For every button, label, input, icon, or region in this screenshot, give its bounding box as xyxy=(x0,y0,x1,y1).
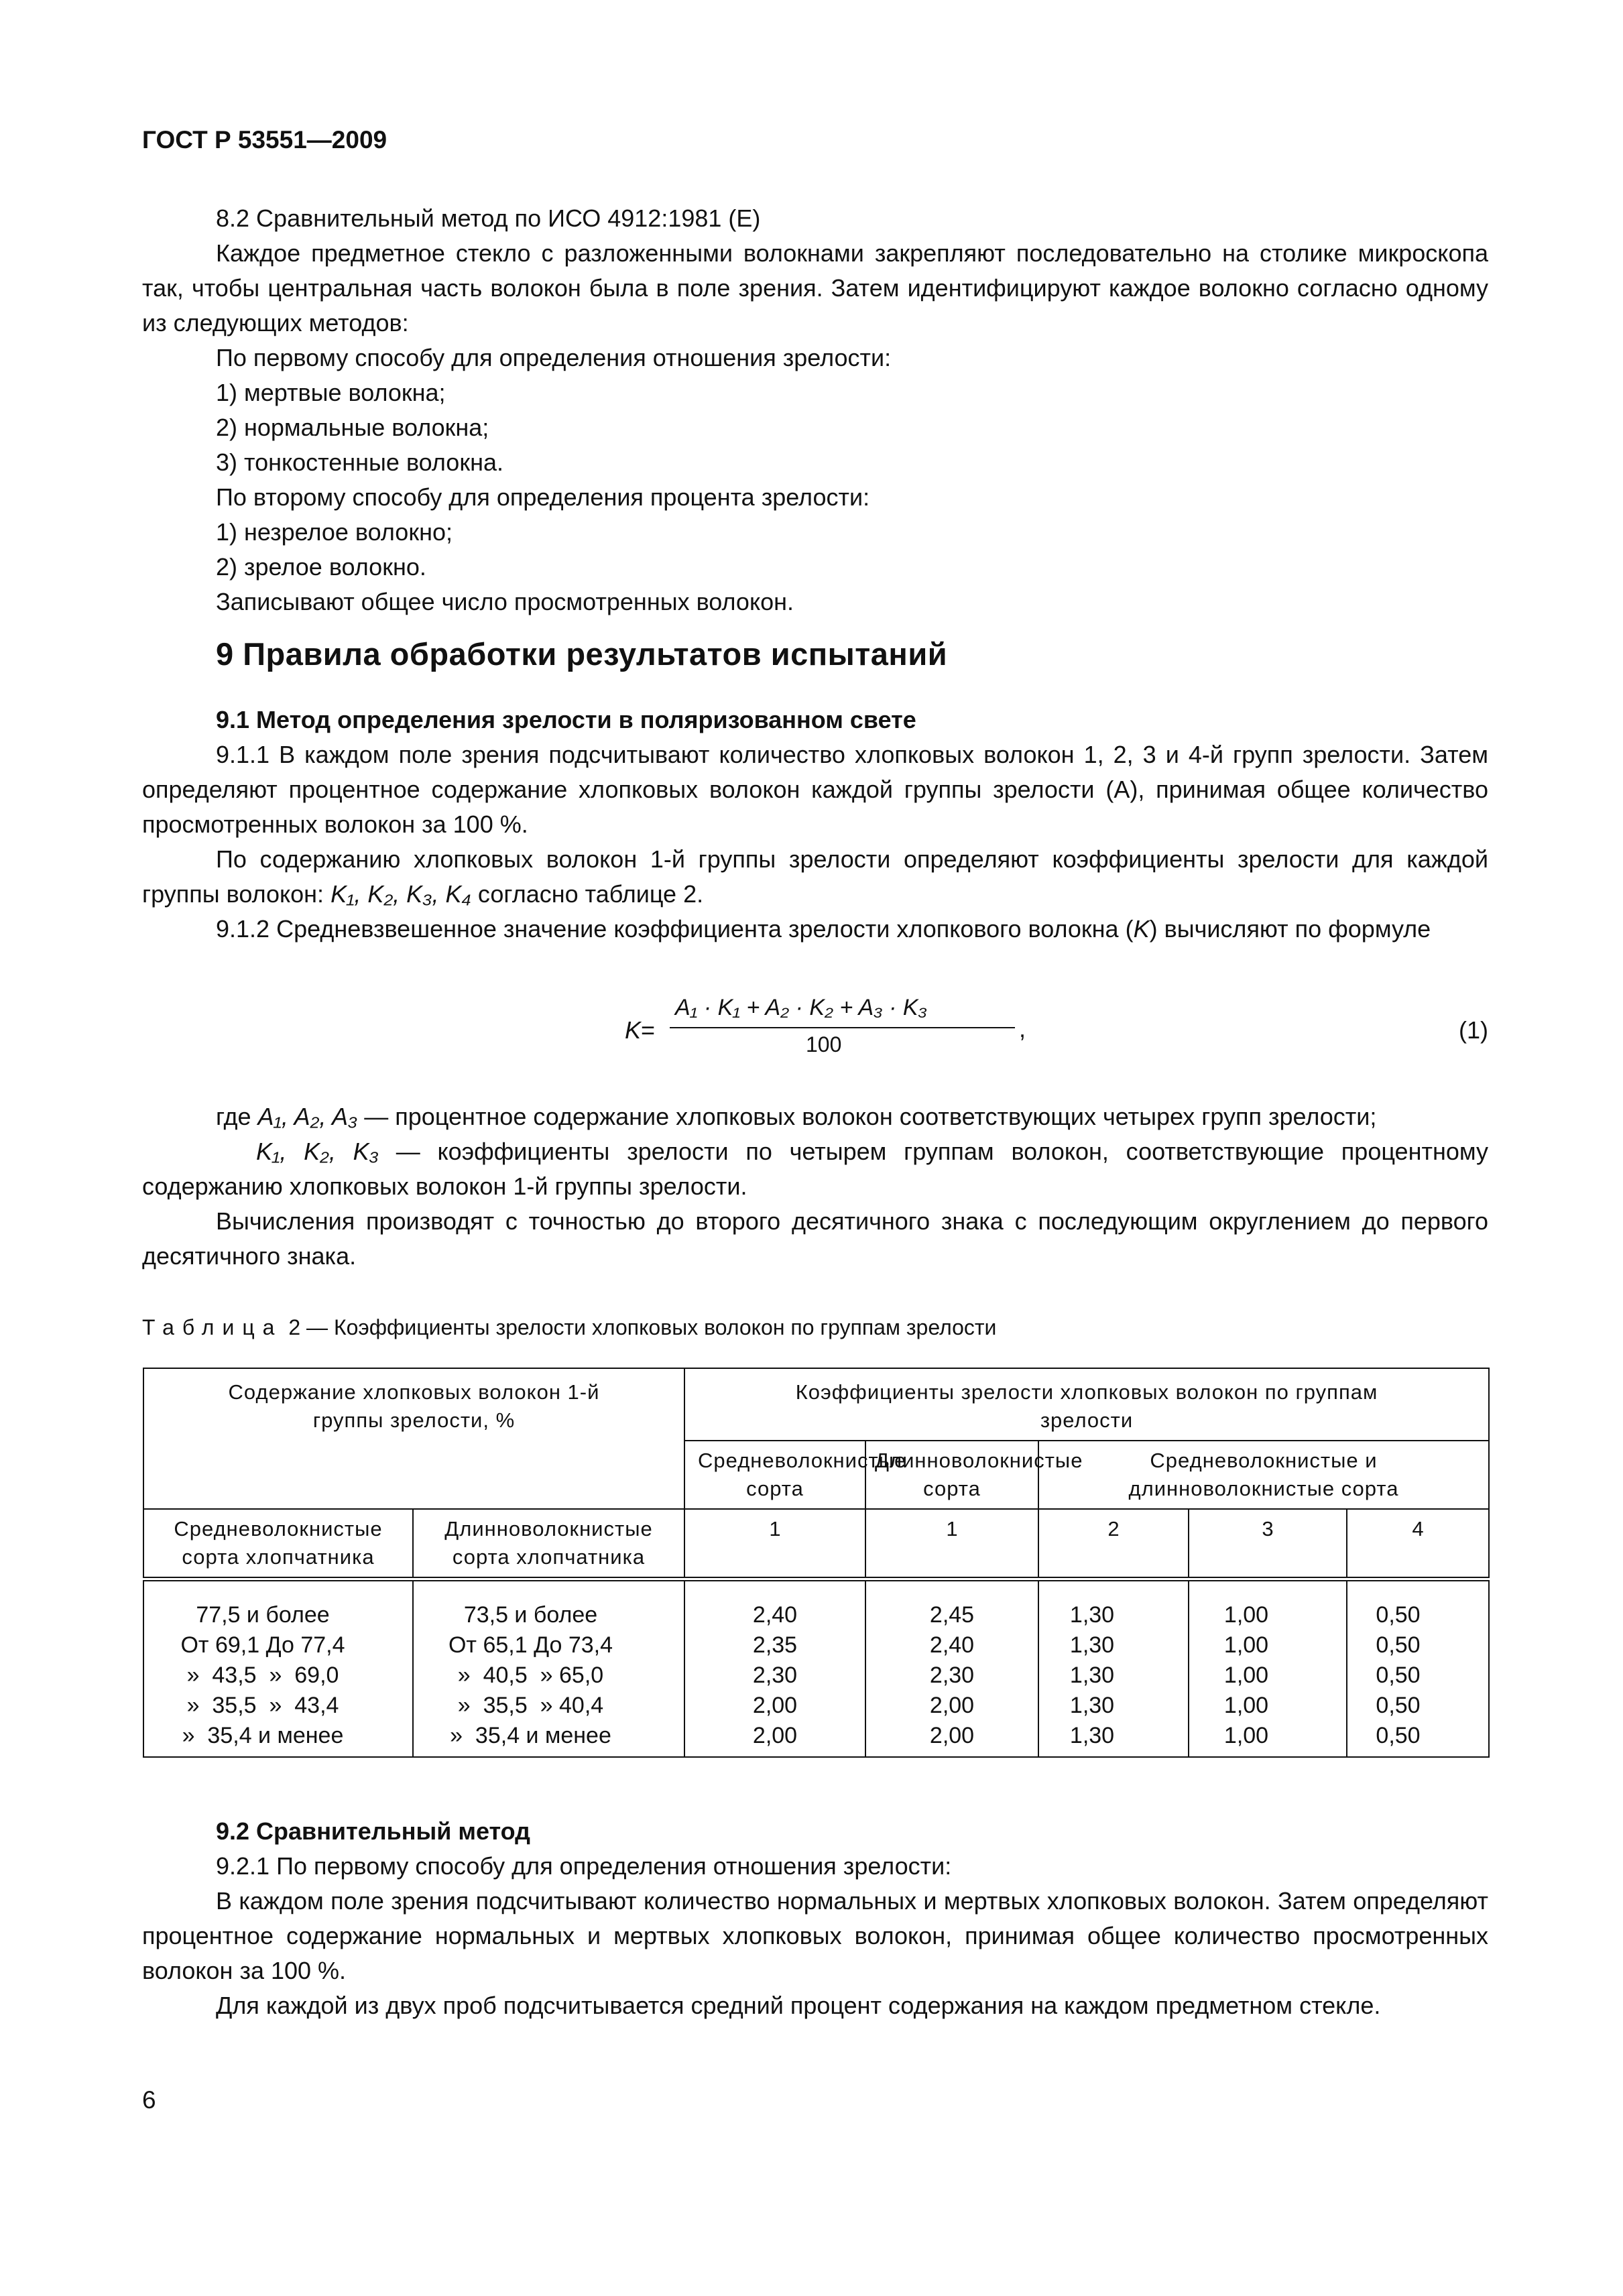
table-row xyxy=(143,1579,1489,1758)
section-8-2-title: 8.2 Сравнительный метод по ИСО 4912:1981 (E) xyxy=(216,204,761,232)
cell-long-pct: 73,5 и более От 65,1 До 73,4 » 40,5 » 65,0 » 35,5 » 40,4 » 35,4 и менее xyxy=(413,1579,684,1758)
formula-lhs: K= xyxy=(625,1016,656,1044)
col-number: 4 xyxy=(1347,1509,1489,1579)
fraction-bar xyxy=(670,1027,1015,1028)
document-code: ГОСТ Р 53551—2009 xyxy=(142,126,387,154)
record-line: Записывают общее число просмотренных волокон. xyxy=(216,588,794,615)
page-number: 6 xyxy=(142,2086,156,2114)
cell-k4: 0,50 0,50 0,50 0,50 0,50 xyxy=(1347,1579,1489,1758)
col-number: 2 xyxy=(1038,1509,1189,1579)
section-9-1-2: 9.1.2 Средневзвешенное значение коэффициента зрелости хлопкового волокна (K) вычисляют по формуле xyxy=(216,915,1431,943)
cell-k2: 1,30 1,30 1,30 1,30 1,30 xyxy=(1038,1579,1189,1758)
list-item: 2) нормальные волокна; xyxy=(216,414,489,441)
section-9-2 xyxy=(142,1814,1488,2023)
section-9-2-1: 9.2.1 По первому способу для определения отношения зрелости: xyxy=(216,1852,952,1880)
table-caption: Таблица 2 — Коэффициенты зрелости хлопковых волокон по группам зрелости xyxy=(142,1315,997,1339)
col-number: 1 xyxy=(684,1509,865,1579)
table-2 xyxy=(143,1368,1490,1758)
where-k: K₁, K₂, K₃ — коэффициенты зрелости по четырем группам волокон, соответствующие процентному содержанию хлопковых волокон 1-й группы зрелости. xyxy=(142,1138,1488,1200)
section-9-2-title: 9.2 Сравнительный метод xyxy=(216,1817,531,1845)
section-9-1-1-coeffs: По содержанию хлопковых волокон 1-й группы зрелости определяют коэффициенты зрелости для каждой группы волокон: K₁, K₂, K₃, K₄ согласно таблице 2. xyxy=(142,845,1488,908)
header-medium-cotton: Средневолокнистые сорта хлопчатника xyxy=(143,1509,413,1579)
list-item: 1) мертвые волокна; xyxy=(216,379,446,406)
section-9-2-para1: В каждом поле зрения подсчитывают количество нормальных и мертвых хлопковых волокон. Затем определяют процентное содержание нормальных и мертвых хлопковых волокон, принимая общее количество просмотренных волокон за 100 %. xyxy=(142,1887,1488,1984)
first-method-line: По первому способу для определения отношения зрелости: xyxy=(216,344,892,371)
formula-comma: , xyxy=(1019,1015,1026,1042)
formula-denominator: 100 xyxy=(806,1032,842,1056)
section-9-1-1: 9.1.1 В каждом поле зрения подсчитывают количество хлопковых волокон 1, 2, 3 и 4-й групп зрелости. Затем определяют процентное содержание хлопковых волокон каждой группы зрелости (А), принимая общее количество просмотренных волокон за 100 %. xyxy=(142,741,1488,838)
header-both-varieties: Средневолокнистые и длинноволокнистые сорта xyxy=(1038,1441,1489,1509)
list-item: 2) зрелое волокно. xyxy=(216,553,426,581)
list-item: 1) незрелое волокно; xyxy=(216,518,453,546)
formula-1 xyxy=(142,992,1488,1073)
formula-number: (1) xyxy=(1459,1016,1488,1044)
col-number: 3 xyxy=(1189,1509,1347,1579)
section-8-2-para: Каждое предметное стекло с разложенными волокнами закрепляют последовательно на столике микроскопа так, чтобы центральная часть волокон была в поле зрения. Затем идентифицируют каждое волокно согласно одному из следующих методов: xyxy=(142,239,1488,337)
cell-medium-pct: 77,5 и более От 69,1 До 77,4 » 43,5 » 69,0 » 35,5 » 43,4 » 35,4 и менее xyxy=(143,1579,413,1758)
calc-precision: Вычисления производят с точностью до второго десятичного знака с последующим округлением до первого десятичного знака. xyxy=(142,1207,1488,1270)
section-8-2 xyxy=(142,201,1488,619)
formula-numerator: A₁ · K₁ + A₂ · K₂ + A₃ · K₃ xyxy=(675,995,928,1020)
header-long-varieties: Длинноволокнистые сорта xyxy=(865,1441,1038,1509)
header-long-cotton: Длинноволокнистые сорта хлопчатника xyxy=(413,1509,684,1579)
list-item: 3) тонкостенные волокна. xyxy=(216,448,503,476)
header-medium-varieties: Средневолокнистые сорта xyxy=(684,1441,865,1509)
header-content: Содержание хлопковых волокон 1-й группы зрелости, % xyxy=(143,1368,684,1509)
k-variables: K₁, K₂, K₃, K₄ xyxy=(330,880,471,908)
header-coefficients: Коэффициенты зрелости хлопковых волокон по группам зрелости xyxy=(684,1368,1489,1441)
cell-k1-medium: 2,40 2,35 2,30 2,00 2,00 xyxy=(684,1579,865,1758)
col-number: 1 xyxy=(865,1509,1038,1579)
second-method-line: По второму способу для определения процента зрелости: xyxy=(216,483,870,511)
section-9-title: 9 Правила обработки результатов испытаний xyxy=(216,636,948,672)
cell-k3: 1,00 1,00 1,00 1,00 1,00 xyxy=(1189,1579,1347,1758)
section-9-1-title: 9.1 Метод определения зрелости в поляризованном свете xyxy=(216,706,916,733)
formula-explanation xyxy=(142,1099,1488,1274)
cell-k1-long: 2,45 2,40 2,30 2,00 2,00 xyxy=(865,1579,1038,1758)
where-a: где A₁, A₂, A₃ — процентное содержание хлопковых волокон соответствующих четырех групп зрелости; xyxy=(216,1103,1377,1130)
section-9-2-para2: Для каждой из двух проб подсчитывается средний процент содержания на каждом предметном стекле. xyxy=(216,1992,1381,2019)
section-9 xyxy=(142,637,1488,947)
